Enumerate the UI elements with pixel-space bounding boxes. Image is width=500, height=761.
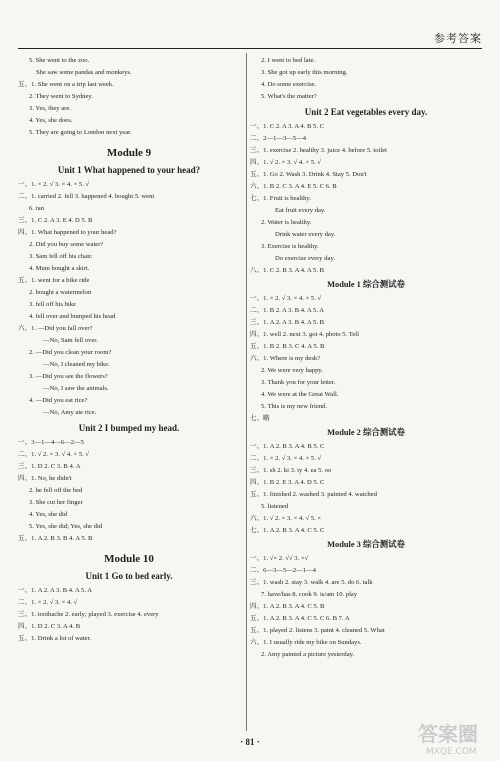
test-heading: Module 1 综合测试卷 (327, 280, 405, 289)
answer-line: 二、1. × 2. √ 3. × 4. √ (18, 599, 78, 606)
answer-line: 2. he fell off the bed (29, 487, 83, 494)
test-heading: Module 2 综合测试卷 (327, 428, 405, 437)
answer-line: 4. Do some exercise. (261, 81, 317, 88)
answer-line: 4. Mum bought a skirt. (29, 265, 90, 272)
answer-line: 三、1. exercise 2. healthy 3. juice 4. before 5. toilet (250, 147, 387, 154)
answer-line: 一、1. C 2. A 3. A 4. B 5. C (250, 123, 325, 130)
answer-line: Eat fruit every day. (275, 207, 326, 214)
answer-line: 3. Yes, they are. (29, 105, 71, 112)
answer-line: Do exercise every day. (275, 255, 335, 262)
left-column (18, 55, 240, 645)
answer-line: 七、1. A 2. B 3. A 4. C 5. C (250, 527, 325, 534)
answer-line: 5. Yes, she did; Yes, she did (29, 523, 103, 530)
page-header (18, 26, 482, 49)
answer-line: 3. Thank you for your letter. (261, 379, 336, 386)
answer-line: —No, I cleaned my bike. (43, 361, 110, 368)
answer-line: 五、1. played 2. listens 3. paint 4. cleaned 5. What (250, 627, 385, 634)
answer-line: 八、1. C 2. B 3. A 4. A 5. B (250, 267, 325, 274)
answer-line: 一、1. A 2. A 3. B 4. A 5. A (18, 587, 93, 594)
answer-line: 一、1. √× 2. √√ 3. ×√ (250, 555, 309, 562)
answer-line: She saw some pandas and monkeys. (36, 69, 132, 76)
answer-line: 4. Yes, she did (29, 511, 68, 518)
answer-line: 2. bought a watermelon (29, 289, 92, 296)
answer-line: —No, Sam fell over. (43, 337, 98, 344)
answer-line: 六、1. B 2. C 3. A 4. E 5. C 6. B (250, 183, 337, 190)
answer-line: 3. —Did you see the flowers? (29, 373, 108, 380)
answer-line: 5. What's the matter? (261, 93, 317, 100)
answer-line: 六、1. √ 2. × 3. × 4. √ 5. × (250, 515, 322, 522)
answer-line: 3. She cut her finger (29, 499, 83, 506)
answer-line: 六、1. I usually ride my bike on Sundays. (250, 639, 362, 646)
answer-line: 四、1. D 2. C 3. A 4. B (18, 623, 81, 630)
answer-line: 2. Water is healthy. (261, 219, 312, 226)
unit-heading: Unit 2 I bumped my head. (78, 423, 180, 433)
answer-line: 三、1. sh 2. ki 3. ty 4. ea 5. oo (250, 467, 332, 474)
answer-line: 六、1. —Did you fall over? (18, 325, 93, 332)
answer-line: 二、1. B 2. A 3. B 4. A 5. A (250, 307, 325, 314)
answer-line: 3. Exercise is healthy. (261, 243, 319, 250)
answer-line: 3. Sam fell off his chair. (29, 253, 93, 260)
right-column (250, 55, 482, 661)
answer-line: 3. fell off his bike (29, 301, 76, 308)
answer-line: 三、1. D 2. C 3. B 4. A (18, 463, 81, 470)
test-heading: Module 3 综合测试卷 (327, 540, 405, 549)
answer-line: 六、1. Where is my desk? (250, 355, 321, 362)
answer-line: 4. Yes, she does. (29, 117, 73, 124)
answer-line: 三、1. A 2. A 3. B 4. A 5. B (250, 319, 325, 326)
answer-line: 2. We were very happy. (261, 367, 323, 374)
unit-heading: Unit 2 Eat vegetables every day. (304, 107, 428, 117)
answer-line: —No, I saw the animals. (43, 385, 109, 392)
answer-line: 2. —Did you clean your room? (29, 349, 112, 356)
answer-line: 三、1. C 2. A 3. E 4. D 5. B (18, 217, 93, 224)
answer-line: 二、2—1—3—5—4 (250, 135, 307, 142)
answer-line: —No, Amy ate rice. (43, 409, 97, 416)
answer-line: 2. Amy painted a picture yesterday. (261, 651, 355, 658)
answer-line: 6. ran (29, 205, 45, 212)
answer-line: 五、1. finished 2. washed 3. painted 4. watched (250, 491, 377, 498)
watermark-logo-icon (416, 717, 494, 757)
answer-line: 二、6—3—5—2—1—4 (250, 567, 316, 574)
answer-line: 二、1. carried 2. fell 3. happened 4. bought 5. went (18, 193, 155, 200)
answer-line: 四、1. B 2. E 3. A 4. D 5. C (250, 479, 325, 486)
answer-line: Drink water every day. (275, 231, 336, 238)
answer-line: 七、略 (250, 415, 270, 422)
answer-line: 4. We were at the Great Wall. (261, 391, 339, 398)
answer-line: 五、1. A 2. B 3. A 4. C 5. C 6. B 7. A (250, 615, 350, 622)
answer-line: 五、1. She went on a trip last week. (18, 81, 114, 88)
answer-line: 二、1. √ 2. × 3. √ 4. × 5. √ (18, 451, 90, 458)
answer-line: 五、1. A 2. B 3. B 4. A 5. B (18, 535, 93, 542)
answer-line: 五、1. went for a bike ride (18, 277, 90, 284)
column-divider (246, 53, 247, 731)
answer-line: 七、1. Fruit is healthy. (250, 195, 311, 202)
answer-line: 三、1. toothache 2. early; played 3. exercise 4. every (18, 611, 159, 618)
answer-line: 二、1. × 2. √ 3. × 4. × 5. √ (250, 455, 322, 462)
answer-line: 三、1. wash 2. stay 3. walk 4. are 5. do 6. talk (250, 579, 373, 586)
answer-line: 7. have/has 8. cook 9. is/am 10. play (261, 591, 358, 598)
answer-line: 四、1. well 2. next 3. got 4. photo 5. Tell (250, 331, 359, 338)
answer-line: 四、1. A 2. B 3. A 4. C 5. B (250, 603, 325, 610)
answer-line: 四、1. No, he didn't (18, 475, 72, 482)
unit-heading: Unit 1 What happened to your head? (57, 165, 201, 175)
answer-line: 四、1. √ 2. × 3. √ 4. × 5. √ (250, 159, 322, 166)
answer-line: 5. listened (261, 503, 289, 510)
svg-text:MXQE.COM: MXQE.COM (426, 747, 477, 757)
answer-line: 一、1. A 2. B 3. A 4. B 5. C (250, 443, 325, 450)
svg-text:答案圈: 答案圈 (418, 722, 478, 746)
answer-line: 五、1. Go 2. Wash 3. Drink 4. Stay 5. Don't (250, 171, 367, 178)
answer-line: 4. —Did you eat rice? (29, 397, 88, 404)
answer-line: 2. I went to bed late. (261, 57, 316, 64)
unit-heading: Unit 1 Go to bed early. (85, 571, 173, 581)
answer-line: 四、1. What happened to your head? (18, 229, 117, 236)
answer-line: 2. Did you buy some water? (29, 241, 104, 248)
answer-line: 3. She got up early this morning. (261, 69, 348, 76)
answer-line: 五、1. B 2. B 3. C 4. A 5. B (250, 343, 325, 350)
answer-line: 5. They are going to London next year. (29, 129, 132, 136)
page-number: · 81 · (240, 737, 260, 747)
answer-line: 4. fell over and bumped his head (29, 313, 116, 320)
answer-line: 5. She went to the zoo. (29, 57, 90, 64)
answer-line: 一、1. × 2. √ 3. × 4. × 5. √ (250, 295, 322, 302)
header-title: 参考答案 (434, 32, 482, 45)
answer-line: 2. They went to Sydney. (29, 93, 93, 100)
answer-line: 5. This is my new friend. (261, 403, 327, 410)
answer-line: 五、1. Drink a lot of water. (18, 635, 92, 642)
module-heading: Module 10 (104, 553, 154, 565)
answer-line: 一、1. × 2. √ 3. × 4. × 5. √ (18, 181, 90, 188)
module-heading: Module 9 (106, 147, 152, 159)
answer-line: 一、3—1—4—6—2—5 (18, 439, 84, 446)
